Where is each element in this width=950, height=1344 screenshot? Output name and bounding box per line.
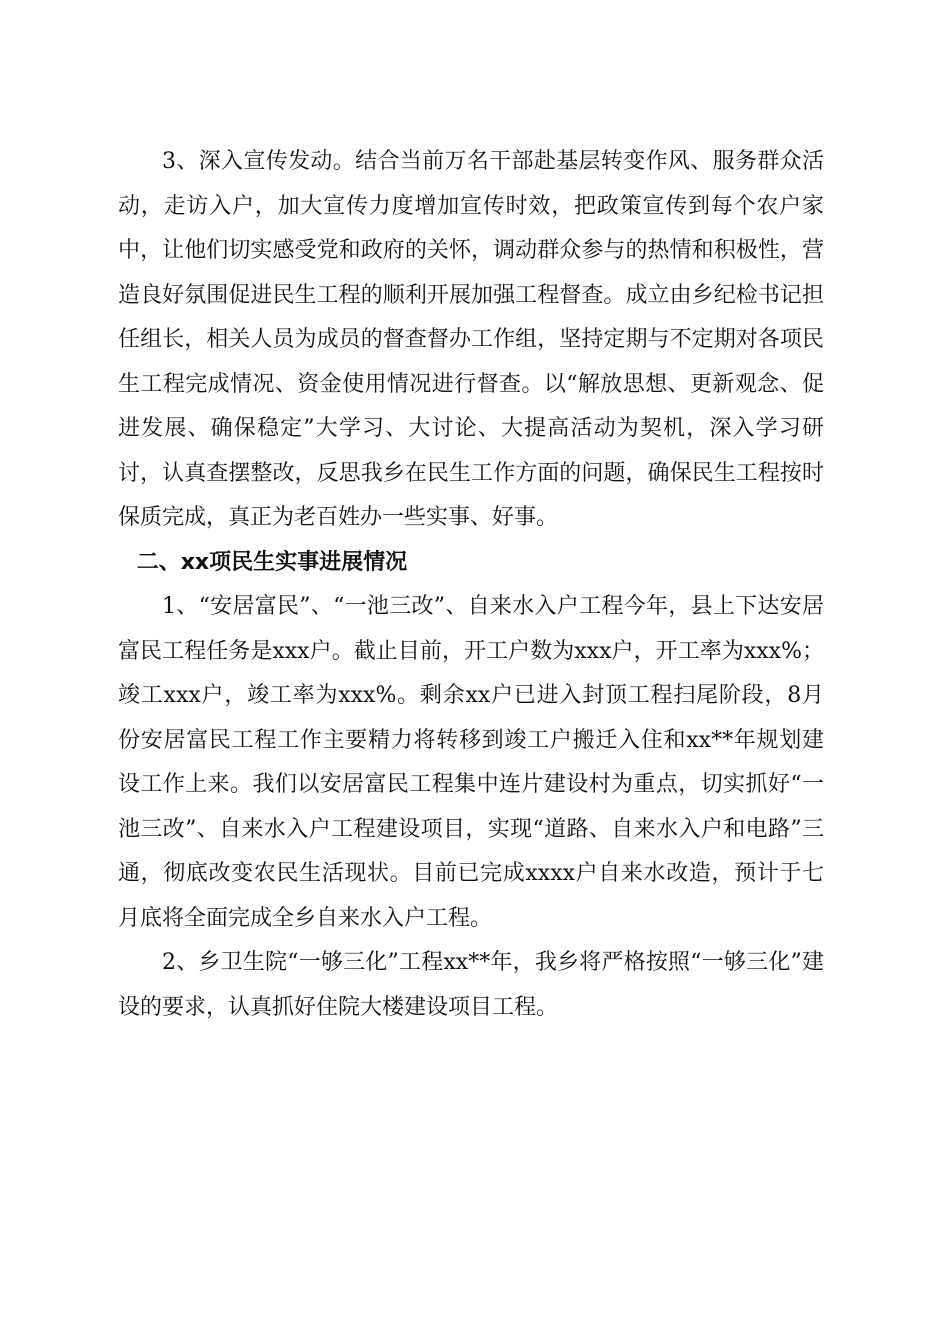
- paragraph-housing-project: 1、“安居富民”、“一池三改”、自来水入户工程今年，县上下达安居富民工程任务是xxx户。截止目前，开工户数为xxx户，开工率为xxx%；竣工xxx户，竣工率为xxx%。剩余xx户已进入封顶工程扫尾阶段，8月份安居富民工程工作主要精力将转移到竣工户搬迁入住和xx**年规划建设工作上来。我们以安居富民工程集中连片建设村为重点，切实抓好“一池三改”、自来水入户工程建设项目，实现“道路、自来水入户和电路”三通，彻底改变农民生活现状。目前已完成xxxx户自来水改造，预计于七月底将全面完成全乡自来水入户工程。: [118, 594, 824, 931]
- paragraph-publicity: 3、深入宣传发动。结合当前万名干部赴基层转变作风、服务群众活动，走访入户，加大宣传力度增加宣传时效，把政策宣传到每个农户家中，让他们切实感受党和政府的关怀，调动群众参与的热情和积极性，营造良好氛围促进民生工程的顺利开展加强工程督查。成立由乡纪检书记担任组长，相关人员为成员的督查督办工作组，坚持定期与不定期对各项民生工程完成情况、资金使用情况进行督查。以“解放思想、更新观念、促进发展、确保稳定”大学习、大讨论、大提高活动为契机，深入学习研讨，认真查摆整改，反思我乡在民生工作方面的问题，确保民生工程按时保质完成，真正为老百姓办一些实事、好事。: [118, 149, 824, 530]
- document-body: [118, 140, 824, 1030]
- paragraph-health-center: 2、乡卫生院“一够三化”工程xx**年，我乡将严格按照“一够三化”建设的要求，认真抓好住院大楼建设项目工程。: [118, 950, 824, 1020]
- section-heading-progress: 二、xx项民生实事进展情况: [136, 549, 408, 575]
